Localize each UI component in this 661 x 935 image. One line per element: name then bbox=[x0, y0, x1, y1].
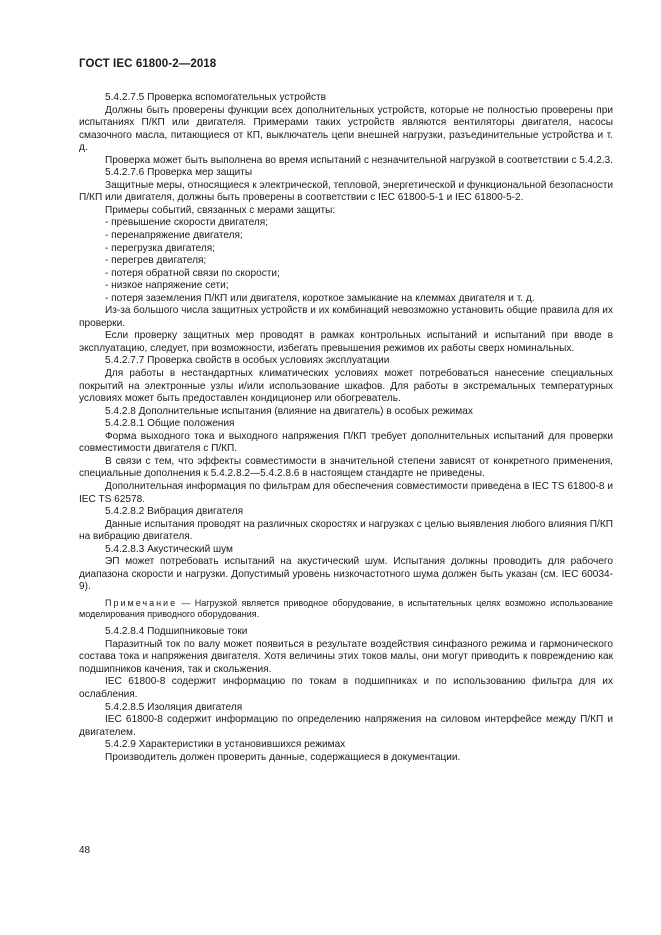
paragraph: Форма выходного тока и выходного напряжения П/КП требует дополнительных испытаний для проверки совместимости двигателя с П/КП. bbox=[79, 430, 613, 455]
section-heading: 5.4.2.8.4 Подшипниковые токи bbox=[105, 626, 248, 638]
standard-header: ГОСТ IEC 61800-2—2018 bbox=[79, 58, 217, 70]
section-heading: 5.4.2.9 Характеристики в установившихся режимах bbox=[105, 739, 346, 751]
list-item: - превышение скорости двигателя; bbox=[105, 217, 269, 229]
list-item: - перегрев двигателя; bbox=[105, 255, 207, 267]
paragraph: Должны быть проверены функции всех дополнительных устройств, которые не полностью проверены при испытаниях П/КП или двигателя. Примерами таких устройств являются вентиляторы двигателя, насосы смазочного масла, питающиеся от КП, выключатель цепи внешней нагрузки, разъединительные устройства и т. д. bbox=[79, 104, 613, 154]
paragraph: Паразитный ток по валу может появиться в результате воздействия синфазного режима и гармонического состава тока и напряжения двигателя. Хотя величины этих токов малы, они могут приводить к повреждению как подшипников качения, так и скольжения. bbox=[79, 638, 613, 675]
paragraph: Примеры событий, связанных с мерами защиты: bbox=[105, 204, 336, 216]
list-item: - перенапряжение двигателя; bbox=[105, 230, 243, 242]
section-heading: 5.4.2.7.6 Проверка мер защиты bbox=[105, 167, 253, 179]
section-heading: 5.4.2.8.1 Общие положения bbox=[105, 418, 235, 430]
document-body bbox=[79, 92, 613, 764]
section-heading: 5.4.2.8.5 Изоляция двигателя bbox=[105, 701, 243, 713]
section-heading: 5.4.2.8 Дополнительные испытания (влияние на двигатель) в особых режимах bbox=[105, 405, 473, 417]
note-label: Примечание bbox=[105, 597, 178, 608]
paragraph: IEC 61800-8 содержит информацию по определению напряжения на силовом интерфейсе между П/КП и двигателем. bbox=[79, 714, 613, 738]
paragraph: В связи с тем, что эффекты совместимости в значительной степени зависят от конкретного применения, специальные дополнения к 5.4.2.8.2—5.4.2.8.6 в настоящем стандарте не приведены. bbox=[79, 455, 613, 480]
paragraph: Если проверку защитных мер проводят в рамках контрольных испытаний и испытаний при вводе в эксплуатацию, следует, при возможности, избегать превышения режимов их работы сверх номинальных. bbox=[79, 330, 613, 354]
section-heading: 5.4.2.8.3 Акустический шум bbox=[105, 543, 233, 555]
paragraph: ЭП может потребовать испытаний на акустический шум. Испытания должны проводить для рабочего диапазона скорости и нагрузки. Допустимый уровень низкочастотного шума должен быть указан (см. IEC 60034-9). bbox=[79, 556, 613, 593]
section-heading: 5.4.2.8.2 Вибрация двигателя bbox=[105, 506, 244, 518]
paragraph: Для работы в нестандартных климатических условиях может потребоваться нанесение специальных покрытий на электронные узлы и/или использование шкафов. Для работы в экстремальных температурных условиях может быть предоставлен кондиционер или обогреватель. bbox=[79, 368, 613, 405]
note-text: — Нагрузкой является приводное оборудование, в испытательных целях возможно использование моделирования приводного оборудования. bbox=[79, 597, 613, 620]
paragraph: Проверка может быть выполнена во время испытаний с незначительной нагрузкой в соответствии с 5.4.2.3. bbox=[105, 154, 613, 166]
paragraph: Производитель должен проверить данные, содержащиеся в документации. bbox=[105, 751, 461, 763]
note bbox=[79, 598, 613, 620]
list-item: - перегрузка двигателя; bbox=[105, 242, 216, 254]
section-heading: 5.4.2.7.7 Проверка свойств в особых условиях эксплуатации bbox=[105, 355, 390, 367]
paragraph: IEC 61800-8 содержит информацию по токам в подшипниках и по использованию фильтра для их ослабления. bbox=[79, 676, 613, 701]
paragraph: Дополнительная информация по фильтрам для обеспечения совместимости приведена в IEC TS 61800-8 и IEC TS 62578. bbox=[79, 480, 613, 505]
paragraph: Данные испытания проводят на различных скоростях и нагрузках с целью выявления любого влияния П/КП на вибрацию двигателя. bbox=[79, 518, 613, 543]
paragraph: Из-за большого числа защитных устройств и их комбинаций невозможно установить общие правила для их проверки. bbox=[79, 305, 613, 329]
page-number: 48 bbox=[79, 845, 91, 856]
section-heading: 5.4.2.7.5 Проверка вспомогательных устройств bbox=[105, 92, 327, 103]
protection-events-list bbox=[79, 217, 613, 305]
list-item: - низкое напряжение сети; bbox=[105, 280, 229, 292]
list-item: - потеря заземления П/КП или двигателя, короткое замыкание на клеммах двигателя и т. д. bbox=[105, 292, 535, 304]
paragraph: Защитные меры, относящиеся к электрической, тепловой, энергетической и функциональной безопасности П/КП или двигателя, должны быть проверены в соответствии с IEC 61800-5-1 и IEC 61800-5-2. bbox=[79, 179, 613, 204]
list-item: - потеря обратной связи по скорости; bbox=[105, 267, 280, 279]
